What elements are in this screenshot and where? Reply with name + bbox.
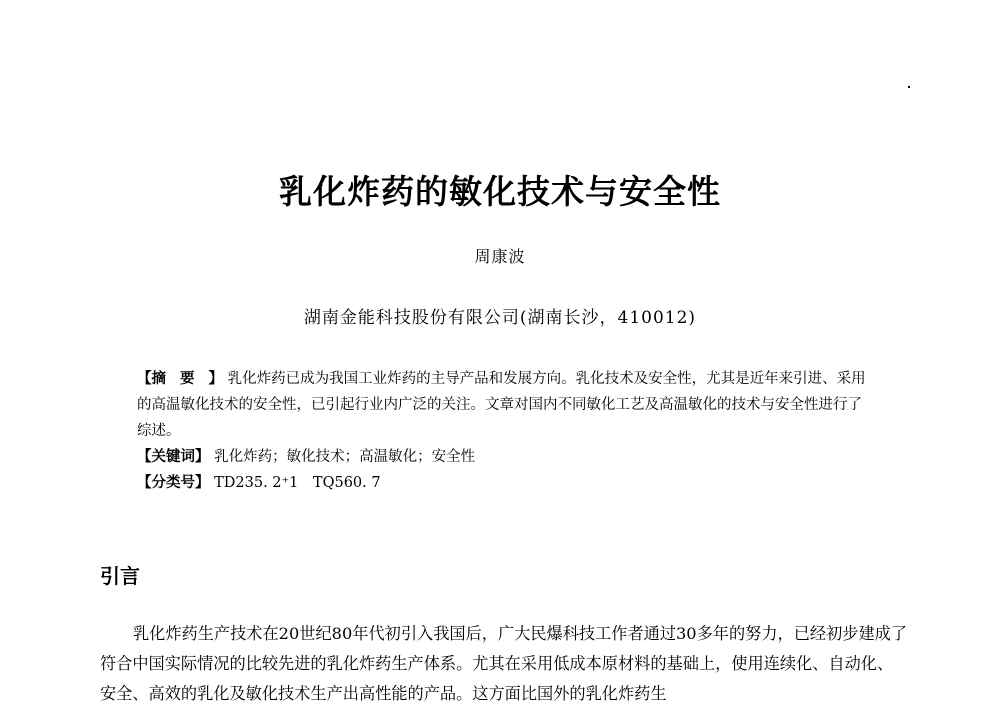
- abstract-text: 乳化炸药已成为我国工业炸药的主导产品和发展方向。乳化技术及安全性，尤其是近年来引进、采用的高温敏化技术的安全性，已引起行业内广泛的关注。文章对国内不同敏化工艺及高温敏化的技术与安全性进行了综述。: [137, 371, 866, 439]
- abstract-label-open: 【: [137, 371, 152, 387]
- abstract-label: 摘要: [151, 371, 209, 387]
- keywords-line: [137, 444, 869, 470]
- body-paragraph: 乳化炸药生产技术在20世纪80年代初引入我国后，广大民爆科技工作者通过30多年的努力，已经初步建成了符合中国实际情况的比较先进的乳化炸药生产体系。尤其在采用低成本原材料的基础上，使用连续化、自动化、安全、高效的乳化及敏化技术生产出高性能的产品。这方面比国外的乳化炸药生: [100, 624, 908, 703]
- author-affiliation: 湖南金能科技股份有限公司(湖南长沙，410012): [303, 308, 697, 328]
- keywords-text: 乳化炸药；敏化技术；高温敏化；安全性: [214, 449, 476, 465]
- classification-line: [137, 470, 869, 496]
- section-heading: 引言: [100, 564, 140, 588]
- scan-speck: [908, 86, 910, 88]
- abstract-block: [137, 366, 869, 496]
- classification-label: 【分类号】: [137, 475, 210, 491]
- paper-title: 乳化炸药的敏化技术与安全性: [279, 172, 721, 211]
- abstract-paragraph: [137, 366, 869, 444]
- keywords-label: 【关键词】: [137, 449, 210, 465]
- author-name: 周康波: [474, 247, 526, 266]
- abstract-label-close: 】: [208, 371, 223, 387]
- classification-text: TD235. 2⁺1 TQ560. 7: [214, 475, 381, 491]
